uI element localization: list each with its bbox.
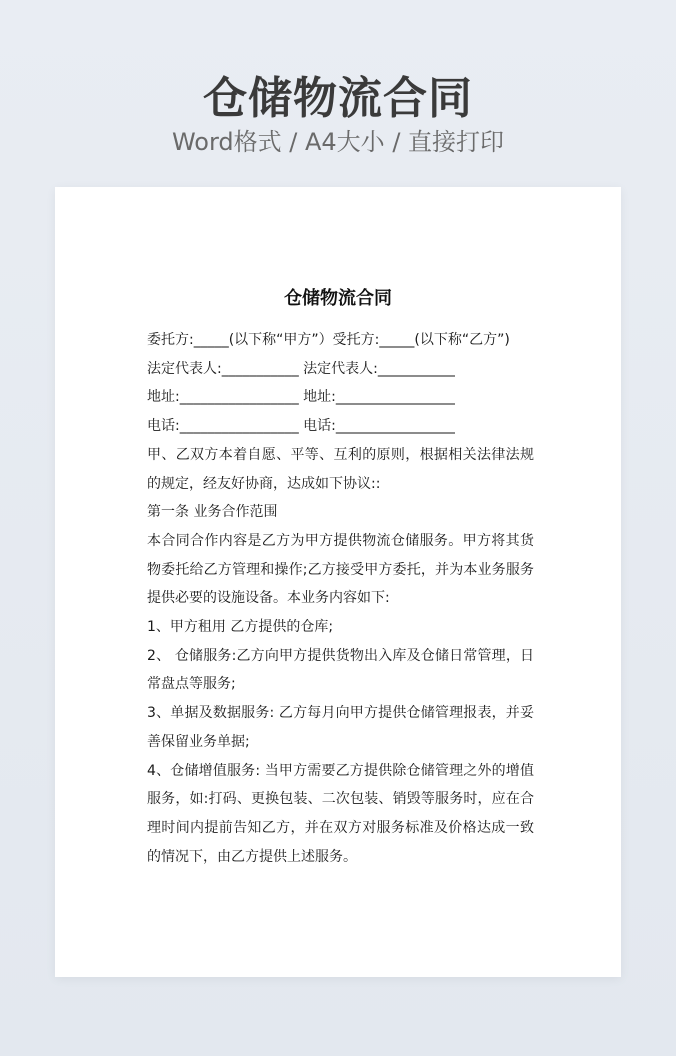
list-item-4: 4、仓储增值服务: 当甲方需要乙方提供除仓储管理之外的增值服务，如:打码、更换包装、二次包装、销毁等服务时，应在合理时间内提前告知乙方，并在双方对服务标准及价格达成一致的情况下，由乙方提供上述服务。 — [147, 762, 534, 865]
paragraph-parties: 委托方:_____(以下称“甲方”）受托方:_____(以下称“乙方”) — [147, 332, 510, 348]
paragraph-address: 地址:_________________ 地址:_________________ — [147, 389, 455, 406]
section-heading-1: 第一条 业务合作范围 — [147, 504, 278, 521]
paragraph-phone: 电话:_________________ 电话:_________________ — [147, 418, 455, 435]
document-title: 仓储物流合同 — [284, 288, 392, 309]
document-page — [55, 187, 621, 977]
paragraph-preamble: 甲、乙双方本着自愿、平等、互利的原则，根据相关法律法规的规定，经友好协商，达成如下协议:: — [147, 446, 534, 492]
list-item-3: 3、单据及数据服务: 乙方每月向甲方提供仓储管理报表，并妥善保留业务单据; — [147, 705, 534, 750]
document-body — [147, 326, 534, 871]
page-subtitle: Word格式 / A4大小 / 直接打印 — [171, 128, 505, 156]
paragraph-scope: 本合同合作内容是乙方为甲方提供物流仓储服务。甲方将其货物委托给乙方管理和操作;乙方接受甲方委托，并为本业务服务提供必要的设施设备。本业务内容如下: — [147, 532, 534, 607]
list-item-2: 2、 仓储服务:乙方向甲方提供货物出入库及仓储日常管理，日常盘点等服务; — [147, 647, 534, 693]
page-title: 仓储物流合同 — [203, 73, 473, 124]
paragraph-legal-representative: 法定代表人:___________ 法定代表人:___________ — [147, 360, 455, 377]
list-item-1: 1、甲方租用 乙方提供的仓库; — [147, 619, 334, 636]
